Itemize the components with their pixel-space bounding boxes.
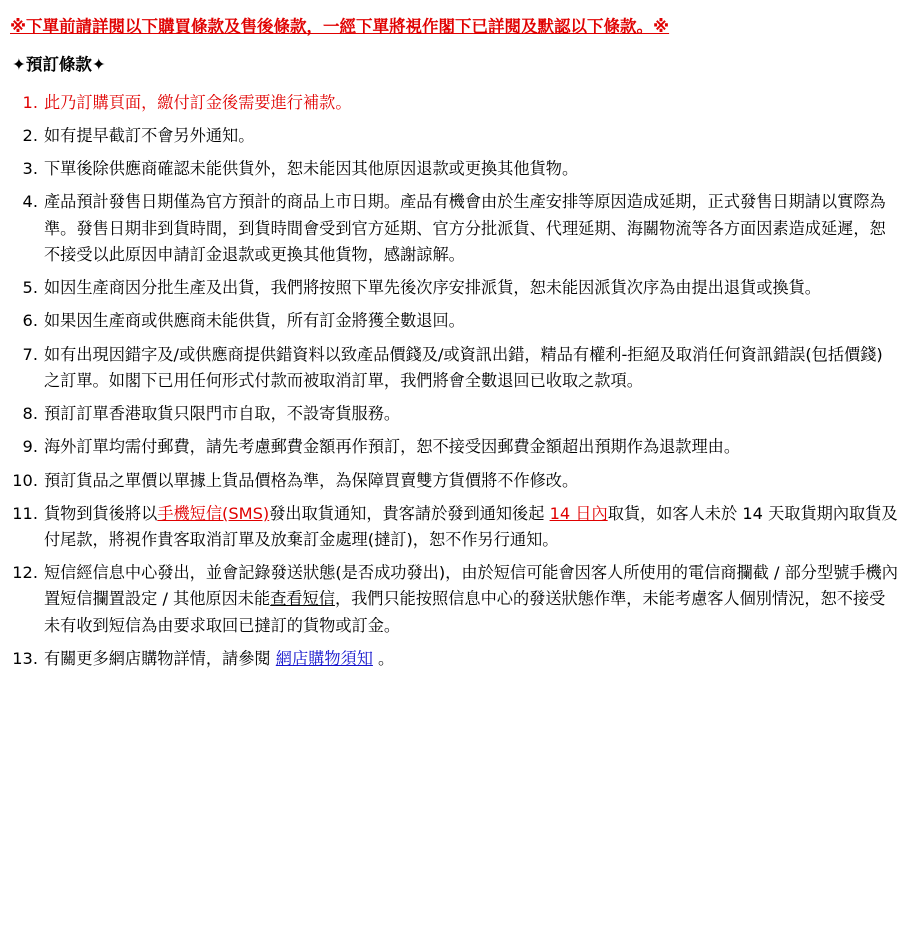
underline-text: 查看短信 <box>270 589 335 609</box>
term-item <box>8 646 901 672</box>
term-item <box>8 275 901 301</box>
term-text: 產品預計發售日期僅為官方預計的商品上市日期。產品有機會由於生產安排等原因造成延期，正式發售日期請以實際為準。發售日期非到貨時間，到貨時間會受到官方延期、官方分批派貨、代理延期、海關物流等各方面因素造成延遲，恕不接受以此原因申請訂金退款或更換其他貨物，感謝諒解。 <box>44 192 886 264</box>
term-text: ，我們只能按照信息中心的發送狀態作準，未能考慮客人個別情況，恕不接受未有收到短信為由要求取回已撻訂的貨物或訂金。 <box>44 589 886 635</box>
section-title: ✦預訂條款✦ <box>12 55 106 75</box>
term-text: 如有出現因錯字及/或供應商提供錯資料以致產品價錢及/或資訊出錯，精品有權利-拒絕及取消任何資訊錯誤(包括價錢) 之訂單。如閣下已用任何形式付款而被取消訂單，我們將會全數退回已收取之款項。 <box>44 344 883 390</box>
term-text: 此乃訂購頁面，繳付訂金後需要進行補款。 <box>44 92 352 112</box>
warning-banner <box>10 16 901 38</box>
warning-banner-text: ※下單前請詳閱以下購買條款及售後條款，一經下單將視作閣下已詳閱及默認以下條款。※ <box>10 17 670 36</box>
term-item <box>8 123 901 149</box>
term-text: 發出取貨通知，貴客請於發到通知後起 <box>269 503 550 523</box>
term-item <box>8 401 901 427</box>
term-text: 如因生產商因分批生產及出貨，我們將按照下單先後次序安排派貨，恕未能因派貨次序為由提出退貨或換貨。 <box>44 278 821 298</box>
term-text: 貨物到貨後將以 <box>44 503 158 523</box>
term-item <box>8 189 901 268</box>
term-text: 有關更多網店購物詳情，請參閱 <box>44 648 276 668</box>
term-text: 預訂訂單香港取貨只限門市自取，不設寄貨服務。 <box>44 404 401 424</box>
term-item <box>8 156 901 182</box>
term-text: 短信經信息中心發出，並會記錄發送狀態(是否成功發出)，由於短信可能會因客人所使用的電信商攔截 / 部分型號手機內置短信攔置設定 / 其他原因未能 <box>44 563 898 609</box>
highlight-text: 14 日內 <box>549 503 608 523</box>
term-item <box>8 468 901 494</box>
term-text: 下單後除供應商確認未能供貨外，恕未能因其他原因退款或更換其他貨物。 <box>44 159 579 179</box>
term-text: 如有提早截訂不會另外通知。 <box>44 125 255 145</box>
term-item <box>8 501 901 553</box>
term-text: 如果因生產商或供應商未能供貨，所有訂金將獲全數退回。 <box>44 311 465 331</box>
term-item <box>8 90 901 116</box>
term-text: 海外訂單均需付郵費，請先考慮郵費金額再作預訂，恕不接受因郵費金額超出預期作為退款理由。 <box>44 437 741 457</box>
term-item <box>8 560 901 639</box>
term-item <box>8 434 901 460</box>
term-item <box>8 342 901 394</box>
term-text: 預訂貨品之單價以單據上貨品價格為準，為保障買賣雙方貨價將不作修改。 <box>44 470 579 490</box>
term-item <box>8 308 901 334</box>
term-text: 。 <box>372 648 395 668</box>
shopping-guide-link[interactable]: 網店購物須知 <box>275 648 373 668</box>
terms-list <box>8 90 901 672</box>
highlight-text: 手機短信(SMS) <box>157 503 270 523</box>
term-text: 取貨，如客人未於 14 天取貨期內取貨及付尾款，將視作貴客取消訂單及放棄訂金處理(撻訂)，恕不作另行通知。 <box>44 503 898 549</box>
